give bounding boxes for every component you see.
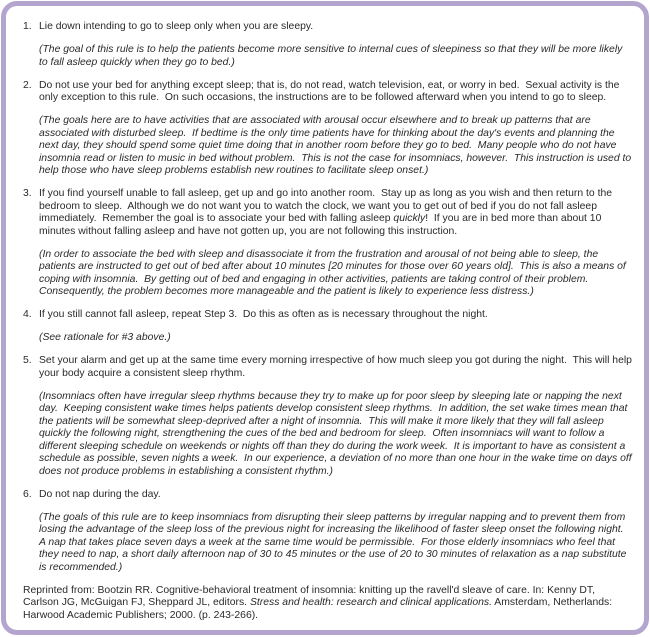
instruction-text [39,309,633,322]
instruction-segment: Do not use your bed for anything except sleep; that is, do not read, watch television, eat, or worry in bed. Sexual activity is the only exception to this rule. On such occasions, the instructions are to be followed afterward when you intend to go to sleep. [39,79,623,103]
instruction-item-4 [23,309,633,345]
item-number: 6. [23,488,32,500]
document-page [1,1,649,635]
instruction-item-2 [23,80,633,178]
instruction-text [39,355,633,380]
instruction-text [39,489,633,502]
instruction-segment: If you still cannot fall asleep, repeat Step 3. Do this as often as is necessary throughout the night. [39,309,488,320]
instruction-segment: Lie down intending to go to sleep only when you are sleepy. [39,21,314,32]
citation-text: Reprinted from: Bootzin RR. Cognitive-behavioral treatment of insomnia: knitting up the ravell'd sleave of care. In: Kenny DT, Carlson JG, McGuigan FJ, Sheppard JL, editors. [23,584,598,608]
rationale-text: (See rationale for #3 above.) [39,332,171,343]
instruction-text [39,80,633,105]
citation [23,585,633,623]
instruction-item-3 [23,188,633,299]
instruction-segment-after: ! If you are in bed more than about 10 minutes without falling asleep and have not gotten up, you are not following this instruction. [39,213,605,237]
instruction-text [39,188,633,238]
rationale-text: (In order to associate the bed with sleep and disassociate it from the frustration and arousal of not being able to sleep, the patients are instructed to get out of bed after about 10 minutes [20 minutes for those over 60 years old]. This is also a means of coping with insomnia. By getting out of bed and engaging in other activities, patients are taking control of their problem. Consequently, the problem becomes more manageable and the patient is likely to experience less distress.) [39,248,629,297]
rationale-text: (The goals of this rule are to keep insomniacs from disrupting their sleep patterns by irregular napping and to prevent them from losing the advantage of the sleep loss of the previous night for increasing the likelihood of faster sleep onset the following night. A nap that takes place seven days a week at the same time would be permissible. For those elderly insomniacs who feel that they need to nap, a short daily afternoon nap of 30 to 45 minutes or the use of 20 to 30 minutes of relaxation as a nap substitute is recommended.) [39,511,630,573]
instruction-segment: If you find yourself unable to fall asleep, get up and go into another room. Stay up as long as you wish and then return to the bedroom to sleep. Although we do not want you to watch the clock, we want you to get out of bed if you do not fall asleep immediately. Remember the goal is to associate your bed with falling asleep [39,188,615,224]
citation-book-title: Stress and health: research and clinical applications. [249,597,492,608]
item-number: 3. [23,188,32,199]
instruction-item-5 [23,355,633,478]
instruction-segment: Do not nap during the day. [39,488,161,500]
instruction-segment: Set your alarm and get up at the same time every morning irrespective of how much sleep you got during the night. This will help your body acquire a consistent sleep rhythm. [39,355,635,379]
citation-text-after: Amsterdam, Netherlands: Harwood Academic Publishers; 2000. (p. 243-266). [23,597,615,621]
item-number: 2. [23,79,32,91]
item-number: 4. [23,309,32,320]
item-number: 5. [23,355,32,366]
instruction-item-6 [23,489,633,575]
rationale-text: (The goal of this rule is to help the patients become more sensitive to internal cues of sleepiness so that they will be more likely to fall asleep quickly when they go to bed.) [39,44,626,68]
instruction-item-1 [23,21,633,69]
item-number: 1. [23,21,32,32]
instruction-italic-segment: quickly [393,213,426,224]
rationale-text: (The goals here are to have activities that are associated with arousal occur elsewhere and to break up patterns that are associated with disturbed sleep. If bedtime is the only time patients have for thinking about the day's events and planning the next day, they should spend some quiet time doing that in another room before they go to bed. Many people who do not have insomnia read or listen to music in bed without problem. This is not the case for insomniacs, however. This instruction is used to help those who have sleep problems establish new routines to facilitate sleep onset.) [39,115,635,176]
rationale-text: (Insomniacs often have irregular sleep rhythms because they try to make up for poor sleep by sleeping late or napping the next day. Keeping consistent wake times helps patients develop consistent sleep rhythms. In addition, the set wake times mean that the patients will be somewhat sleep-deprived after a night of insomnia. This will make it more likely that they will fall asleep quickly the following night, strengthening the cues of the bed and bedroom for sleep. Often insomniacs will want to follow a different sleeping schedule on weekends or nights off than they do during the work week. It is important to have as consistent a schedule as possible, seven nights a week. In our experience, a deviation of no more than one hour in the wake time on days off does not produce problems in establishing a consistent rhythm.) [39,390,635,477]
instruction-text [39,21,633,34]
